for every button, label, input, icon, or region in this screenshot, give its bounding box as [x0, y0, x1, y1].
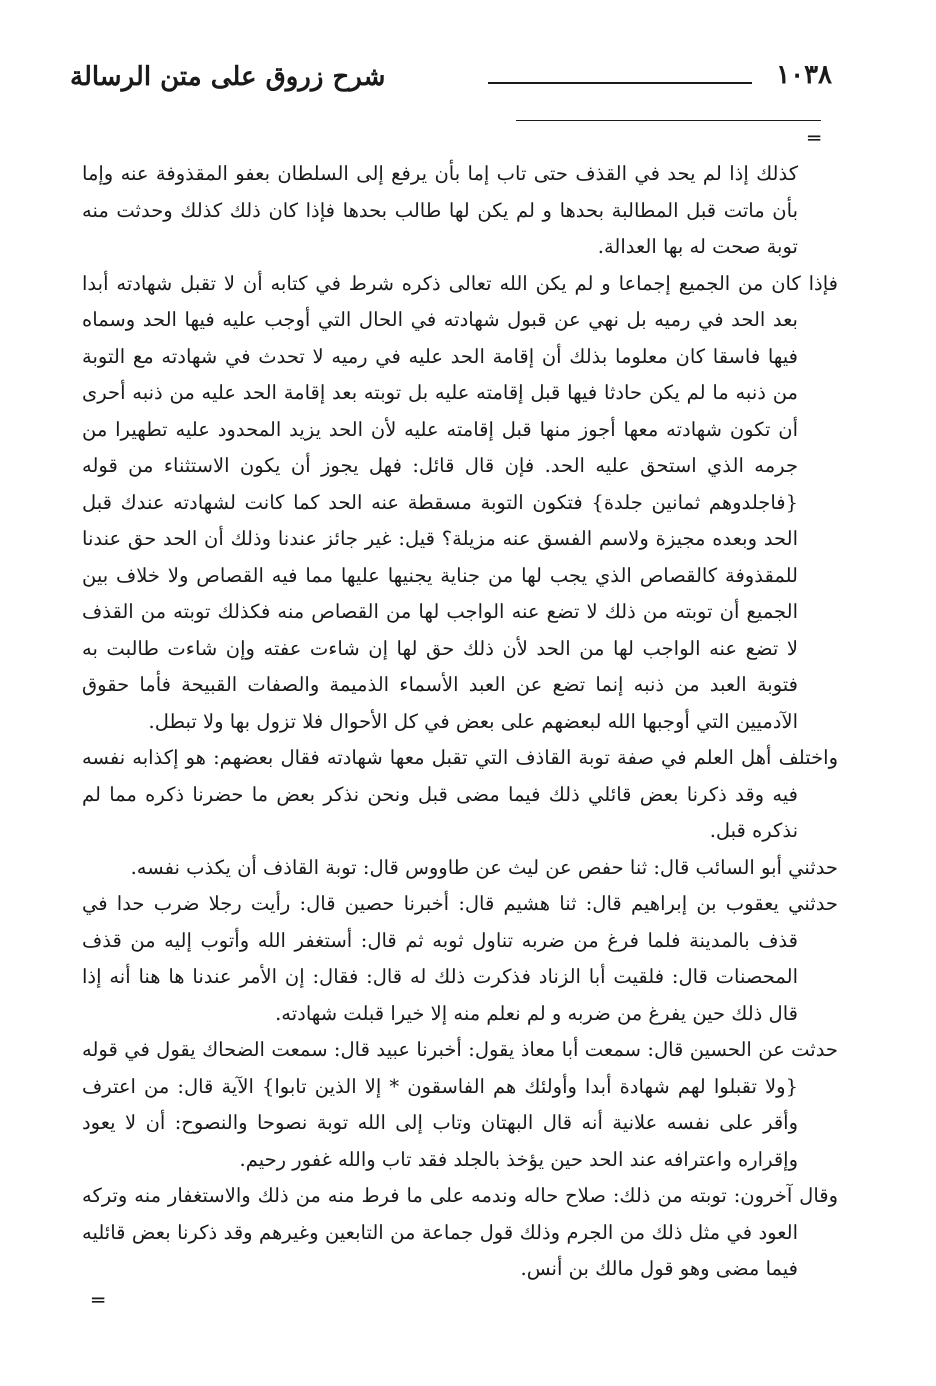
paragraph-continued: كذلك إذا لم يحد في القذف حتى تاب إما بأن يرفع إلى السلطان بعفو المقذوفة عنه وإما بأن ماتت قبل المطالبة بحدها و لم يكن لها طالب بحدها فإذا كان ذلك كذلك وحدثت منه توبة صحت له بها العدالة. [82, 162, 798, 258]
paragraph: حدثني أبو السائب قال: ثنا حفص عن ليث عن طاووس قال: توبة القاذف أن يكذب نفسه. [130, 855, 838, 879]
paragraph: حدثت عن الحسين قال: سمعت أبا معاذ يقول: أخبرنا عبيد قال: سمعت الضحاك يقول في قوله {ولا تقبلوا لهم شهادة أبدا وأولئك هم الفاسقون * إلا الذين تابوا} الآية قال: من اعترف وأقر على نفسه علانية أنه قال البهتان وتاب إلى الله توبة نصوحا والنصوح: أن لا يعود وإقراره واعترافه عند الحد حين يؤخذ بالجلد فقد تاب والله غفور رحيم. [82, 1038, 838, 1171]
page-header [70, 58, 840, 108]
page-number: ١٠٣٨ [776, 60, 832, 90]
running-title: شرح زروق على متن الرسالة [70, 62, 386, 92]
body-text [82, 156, 838, 1288]
paragraph: واختلف أهل العلم في صفة توبة القاذف التي تقبل معها شهادته فقال بعضهم: هو إكذابه نفسه فيه وقد ذكرنا بعض قائلي ذلك فيما مضى قبل ونحن نذكر بعض ما حضرنا ذكره مما لم نذكره قبل. [82, 746, 838, 842]
header-rule [488, 82, 752, 84]
paragraph: فإذا كان من الجميع إجماعا و لم يكن الله تعالى ذكره شرط في كتابه أن لا تقبل شهادته أبدا بعد الحد في رميه بل نهي عن قبول شهادته في الحال التي أوجب عليه فيها الحد وسماه فيها فاسقا كان معلوما بذلك أن إقامة الحد عليه في رميه لا تحدث في شهادته مع التوبة من ذنبه ما لم يكن حادثا فيها قبل إقامته عليه بل توبته بعد إقامة الحد عليه من ذنبه أحرى أن تكون شهادته معها أجوز منها قبل إقامته عليه لأن الحد يزيد المحدود عليه تطهيرا من جرمه الذي استحق عليه الحد. فإن قال قائل: فهل يجوز أن يكون الاستثناء من قوله {فاجلدوهم ثمانين جلدة} فتكون التوبة مسقطة عنه الحد كما كانت لشهادته عندك قبل الحد وبعده مجيزة ولاسم الفسق عنه مزيلة؟ قيل: غير جائز عندنا وذلك أن الحد حق عندنا للمقذوفة كالقصاص الذي يجب لها من جناية يجنيها عليها مما فيه القصاص ولا خلاف بين الجميع أن توبته من ذلك لا تضع عنه الواجب لها من القصاص منه فكذلك توبته من القذف لا تضع عنه الواجب لها من الحد لأن ذلك حق لها إن شاءت عفته وإن شاءت طالبت به فتوبة العبد من ذنبه إنما تضع عن العبد الأسماء الذميمة والصفات القبيحة فأما حقوق الآدميين التي أوجبها الله لبعضهم على بعض في كل الأحوال فلا تزول بها ولا تبطل. [82, 271, 838, 733]
header-underline-rule [516, 120, 821, 121]
continuation-mark-bottom: ═ [92, 1288, 105, 1312]
paragraph: حدثني يعقوب بن إبراهيم قال: ثنا هشيم قال: أخبرنا حصين قال: رأيت رجلا ضرب حدا في قذف بالمدينة فلما فرغ من ضربه تناول ثوبه ثم قال: أستغفر الله وأتوب إليه من قذف المحصنات قال: فلقيت أبا الزناد فذكرت ذلك له قال: فقال: إن الأمر عندنا ها هنا أنه إذا قال ذلك حين يفرغ من ضربه و لم نعلم منه إلا خيرا قبلت شهادته. [82, 892, 838, 1025]
continuation-mark-top: ═ [807, 126, 820, 150]
paragraph: وقال آخرون: توبته من ذلك: صلاح حاله وندمه على ما فرط منه من ذلك والاستغفار منه وتركه العود في مثل ذلك من الجرم وذلك قول جماعة من التابعين وغيرهم وقد ذكرنا بعض قائليه فيما مضى وهو قول مالك بن أنس. [82, 1184, 838, 1280]
